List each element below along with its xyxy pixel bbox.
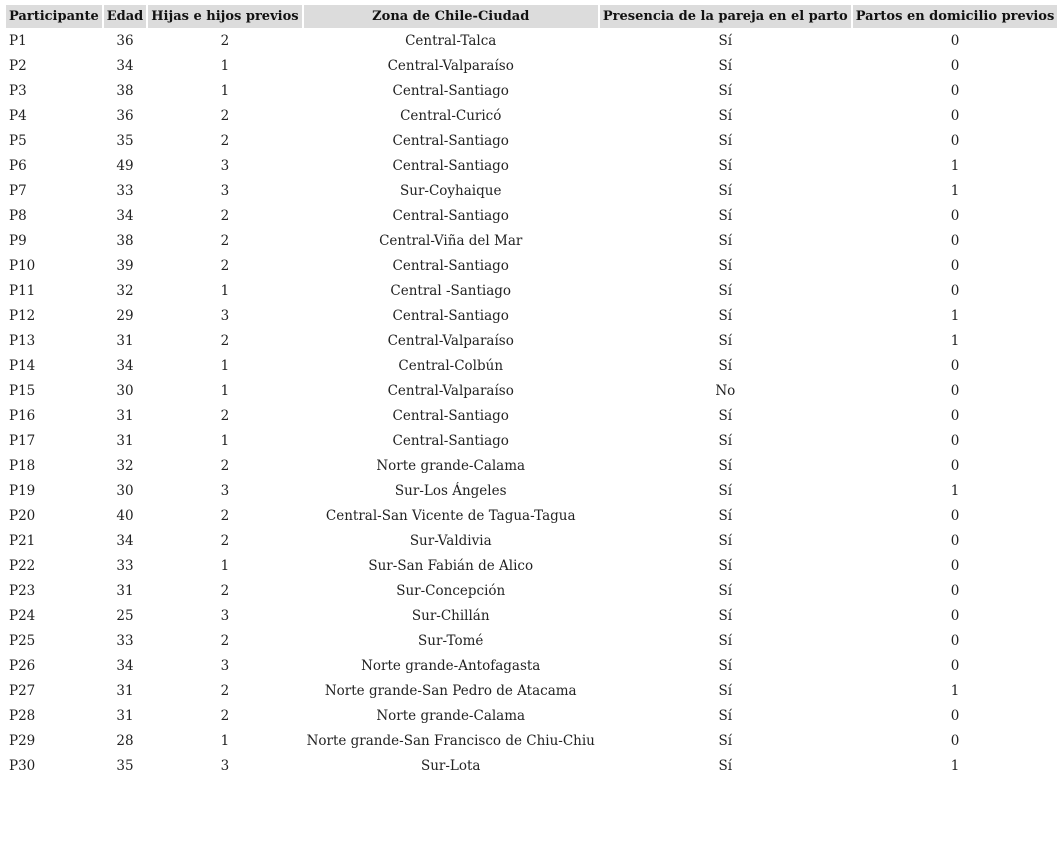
cell-participante: P5: [9, 132, 27, 149]
table-row: [6, 53, 1057, 78]
cell-partos-domicilio: 0: [950, 32, 960, 49]
cell-edad: 38: [116, 82, 134, 99]
cell-edad: 31: [116, 432, 134, 449]
table-row: [6, 153, 1057, 178]
cell-zona-ciudad: Central-Valparaíso: [387, 57, 514, 74]
table-row: [6, 628, 1057, 653]
cell-hijas-hijos: 2: [220, 507, 230, 524]
cell-zona-ciudad: Sur-Lota: [420, 757, 481, 774]
cell-partos-domicilio: 0: [950, 357, 960, 374]
cell-partos-domicilio: 0: [950, 732, 960, 749]
cell-edad: 34: [116, 357, 134, 374]
cell-participante: P25: [9, 632, 36, 649]
cell-presencia-pareja: Sí: [718, 457, 733, 474]
cell-hijas-hijos: 1: [220, 357, 230, 374]
cell-edad: 39: [116, 257, 134, 274]
cell-zona-ciudad: Central-Valparaíso: [387, 382, 514, 399]
cell-partos-domicilio: 1: [950, 757, 960, 774]
cell-zona-ciudad: Central-Santiago: [392, 407, 509, 424]
cell-zona-ciudad: Sur-Valdivia: [409, 532, 492, 549]
table-body: [6, 28, 1057, 778]
cell-participante: P10: [9, 257, 36, 274]
table-row: [6, 603, 1057, 628]
cell-hijas-hijos: 2: [220, 332, 230, 349]
cell-participante: P2: [9, 57, 27, 74]
table-row: [6, 228, 1057, 253]
cell-edad: 49: [116, 157, 134, 174]
table-row: [6, 528, 1057, 553]
cell-hijas-hijos: 3: [220, 157, 230, 174]
cell-partos-domicilio: 0: [950, 257, 960, 274]
cell-hijas-hijos: 2: [220, 407, 230, 424]
cell-hijas-hijos: 1: [220, 382, 230, 399]
cell-participante: P20: [9, 507, 36, 524]
cell-participante: P16: [9, 407, 36, 424]
table-row: [6, 78, 1057, 103]
cell-hijas-hijos: 3: [220, 482, 230, 499]
cell-presencia-pareja: Sí: [718, 532, 733, 549]
table-row: [6, 503, 1057, 528]
cell-edad: 33: [116, 182, 134, 199]
cell-presencia-pareja: Sí: [718, 57, 733, 74]
cell-presencia-pareja: Sí: [718, 757, 733, 774]
table-row: [6, 678, 1057, 703]
cell-partos-domicilio: 1: [950, 482, 960, 499]
cell-participante: P6: [9, 157, 27, 174]
table-row: [6, 178, 1057, 203]
cell-presencia-pareja: Sí: [718, 407, 733, 424]
cell-partos-domicilio: 0: [950, 532, 960, 549]
header-hijas-hijos: Hijas e hijos previos: [148, 5, 301, 28]
cell-participante: P30: [9, 757, 36, 774]
cell-presencia-pareja: Sí: [718, 207, 733, 224]
cell-presencia-pareja: No: [715, 382, 736, 399]
cell-hijas-hijos: 2: [220, 532, 230, 549]
cell-zona-ciudad: Central-Santiago: [392, 82, 509, 99]
cell-participante: P23: [9, 582, 36, 599]
cell-zona-ciudad: Sur-Tomé: [418, 632, 484, 649]
cell-presencia-pareja: Sí: [718, 707, 733, 724]
cell-participante: P15: [9, 382, 36, 399]
cell-participante: P4: [9, 107, 27, 124]
cell-partos-domicilio: 0: [950, 557, 960, 574]
table-row: [6, 553, 1057, 578]
table-row: [6, 403, 1057, 428]
cell-edad: 35: [116, 132, 134, 149]
cell-participante: P28: [9, 707, 36, 724]
table-row: [6, 28, 1057, 53]
cell-partos-domicilio: 0: [950, 707, 960, 724]
cell-presencia-pareja: Sí: [718, 157, 733, 174]
cell-participante: P22: [9, 557, 36, 574]
header-row: [6, 5, 1057, 28]
table-row: [6, 453, 1057, 478]
cell-participante: P18: [9, 457, 36, 474]
table-row: [6, 653, 1057, 678]
cell-presencia-pareja: Sí: [718, 632, 733, 649]
cell-presencia-pareja: Sí: [718, 332, 733, 349]
cell-partos-domicilio: 0: [950, 382, 960, 399]
header-presencia-pareja: Presencia de la pareja en el parto: [600, 5, 851, 28]
cell-participante: P21: [9, 532, 36, 549]
cell-participante: P1: [9, 32, 27, 49]
cell-hijas-hijos: 2: [220, 107, 230, 124]
cell-participante: P7: [9, 182, 27, 199]
cell-hijas-hijos: 3: [220, 657, 230, 674]
table-row: [6, 578, 1057, 603]
cell-zona-ciudad: Central-Viña del Mar: [379, 232, 523, 249]
cell-zona-ciudad: Central-Santiago: [392, 207, 509, 224]
cell-edad: 34: [116, 207, 134, 224]
cell-hijas-hijos: 2: [220, 257, 230, 274]
cell-participante: P13: [9, 332, 36, 349]
cell-participante: P12: [9, 307, 36, 324]
cell-edad: 31: [116, 407, 134, 424]
cell-zona-ciudad: Central-Colbún: [398, 357, 504, 374]
cell-edad: 36: [116, 107, 134, 124]
cell-edad: 36: [116, 32, 134, 49]
cell-hijas-hijos: 1: [220, 57, 230, 74]
cell-partos-domicilio: 0: [950, 282, 960, 299]
cell-partos-domicilio: 0: [950, 57, 960, 74]
table-row: [6, 478, 1057, 503]
cell-partos-domicilio: 0: [950, 657, 960, 674]
cell-edad: 25: [116, 607, 134, 624]
cell-zona-ciudad: Sur-Chillán: [411, 607, 490, 624]
table-header: [6, 5, 1057, 28]
cell-zona-ciudad: Sur-Los Ángeles: [394, 482, 507, 499]
cell-zona-ciudad: Sur-Coyhaique: [400, 182, 502, 199]
cell-edad: 34: [116, 57, 134, 74]
cell-partos-domicilio: 1: [950, 182, 960, 199]
cell-hijas-hijos: 2: [220, 457, 230, 474]
cell-partos-domicilio: 1: [950, 682, 960, 699]
cell-partos-domicilio: 0: [950, 107, 960, 124]
cell-zona-ciudad: Central -Santiago: [390, 282, 512, 299]
cell-edad: 33: [116, 632, 134, 649]
cell-hijas-hijos: 2: [220, 32, 230, 49]
cell-zona-ciudad: Sur-Concepción: [396, 582, 506, 599]
cell-partos-domicilio: 0: [950, 582, 960, 599]
cell-edad: 29: [116, 307, 134, 324]
cell-zona-ciudad: Norte grande-Antofagasta: [361, 657, 541, 674]
cell-partos-domicilio: 0: [950, 507, 960, 524]
cell-zona-ciudad: Norte grande-Calama: [376, 707, 526, 724]
cell-partos-domicilio: 0: [950, 632, 960, 649]
cell-hijas-hijos: 3: [220, 607, 230, 624]
cell-presencia-pareja: Sí: [718, 507, 733, 524]
cell-edad: 32: [116, 282, 134, 299]
header-participante: Participante: [6, 5, 102, 28]
participants-table: [4, 5, 1059, 778]
cell-edad: 34: [116, 532, 134, 549]
cell-hijas-hijos: 2: [220, 682, 230, 699]
cell-presencia-pareja: Sí: [718, 357, 733, 374]
table-row: [6, 278, 1057, 303]
cell-edad: 40: [116, 507, 134, 524]
header-edad: Edad: [104, 5, 147, 28]
cell-zona-ciudad: Central-Santiago: [392, 432, 509, 449]
cell-hijas-hijos: 2: [220, 232, 230, 249]
cell-hijas-hijos: 1: [220, 82, 230, 99]
table-row: [6, 703, 1057, 728]
cell-hijas-hijos: 1: [220, 432, 230, 449]
table-row: [6, 353, 1057, 378]
cell-participante: P27: [9, 682, 36, 699]
cell-partos-domicilio: 0: [950, 232, 960, 249]
cell-participante: P11: [9, 282, 36, 299]
table-row: [6, 428, 1057, 453]
cell-edad: 31: [116, 707, 134, 724]
cell-partos-domicilio: 1: [950, 307, 960, 324]
cell-participante: P24: [9, 607, 36, 624]
cell-presencia-pareja: Sí: [718, 482, 733, 499]
cell-edad: 32: [116, 457, 134, 474]
cell-zona-ciudad: Central-Talca: [405, 32, 497, 49]
cell-presencia-pareja: Sí: [718, 232, 733, 249]
cell-hijas-hijos: 3: [220, 307, 230, 324]
cell-presencia-pareja: Sí: [718, 657, 733, 674]
cell-participante: P9: [9, 232, 27, 249]
cell-zona-ciudad: Central-Santiago: [392, 132, 509, 149]
cell-presencia-pareja: Sí: [718, 82, 733, 99]
cell-edad: 31: [116, 682, 134, 699]
cell-presencia-pareja: Sí: [718, 682, 733, 699]
cell-hijas-hijos: 1: [220, 732, 230, 749]
cell-hijas-hijos: 2: [220, 582, 230, 599]
cell-edad: 33: [116, 557, 134, 574]
cell-hijas-hijos: 3: [220, 757, 230, 774]
cell-hijas-hijos: 3: [220, 182, 230, 199]
cell-partos-domicilio: 0: [950, 82, 960, 99]
cell-presencia-pareja: Sí: [718, 732, 733, 749]
cell-edad: 28: [116, 732, 134, 749]
cell-presencia-pareja: Sí: [718, 557, 733, 574]
cell-hijas-hijos: 2: [220, 632, 230, 649]
header-partos-domicilio: Partos en domicilio previos: [853, 5, 1058, 28]
cell-zona-ciudad: Central-San Vicente de Tagua-Tagua: [325, 507, 576, 524]
cell-hijas-hijos: 2: [220, 707, 230, 724]
cell-zona-ciudad: Sur-San Fabián de Alico: [368, 557, 534, 574]
table-row: [6, 378, 1057, 403]
cell-participante: P19: [9, 482, 36, 499]
table-row: [6, 728, 1057, 753]
cell-edad: 30: [116, 482, 134, 499]
table-row: [6, 328, 1057, 353]
cell-presencia-pareja: Sí: [718, 257, 733, 274]
cell-partos-domicilio: 0: [950, 457, 960, 474]
table-row: [6, 128, 1057, 153]
cell-edad: 38: [116, 232, 134, 249]
cell-zona-ciudad: Central-Santiago: [392, 257, 509, 274]
cell-zona-ciudad: Central-Valparaíso: [387, 332, 514, 349]
cell-edad: 30: [116, 382, 134, 399]
cell-presencia-pareja: Sí: [718, 307, 733, 324]
cell-participante: P14: [9, 357, 36, 374]
table-row: [6, 203, 1057, 228]
cell-participante: P8: [9, 207, 27, 224]
cell-hijas-hijos: 2: [220, 132, 230, 149]
cell-zona-ciudad: Norte grande-San Francisco de Chiu-Chiu: [306, 732, 595, 749]
cell-edad: 35: [116, 757, 134, 774]
cell-hijas-hijos: 1: [220, 557, 230, 574]
cell-zona-ciudad: Central-Santiago: [392, 307, 509, 324]
table-row: [6, 253, 1057, 278]
cell-edad: 34: [116, 657, 134, 674]
cell-presencia-pareja: Sí: [718, 432, 733, 449]
cell-participante: P3: [9, 82, 27, 99]
cell-zona-ciudad: Central-Santiago: [392, 157, 509, 174]
cell-hijas-hijos: 1: [220, 282, 230, 299]
table-row: [6, 103, 1057, 128]
cell-edad: 31: [116, 582, 134, 599]
header-zona-ciudad: Zona de Chile-Ciudad: [304, 5, 598, 28]
cell-presencia-pareja: Sí: [718, 607, 733, 624]
table-row: [6, 303, 1057, 328]
cell-zona-ciudad: Central-Curicó: [400, 107, 502, 124]
cell-participante: P29: [9, 732, 36, 749]
cell-presencia-pareja: Sí: [718, 282, 733, 299]
cell-partos-domicilio: 0: [950, 432, 960, 449]
cell-participante: P17: [9, 432, 36, 449]
cell-partos-domicilio: 0: [950, 132, 960, 149]
cell-zona-ciudad: Norte grande-Calama: [376, 457, 526, 474]
cell-hijas-hijos: 2: [220, 207, 230, 224]
cell-partos-domicilio: 1: [950, 157, 960, 174]
cell-edad: 31: [116, 332, 134, 349]
cell-partos-domicilio: 0: [950, 407, 960, 424]
cell-presencia-pareja: Sí: [718, 582, 733, 599]
cell-partos-domicilio: 1: [950, 332, 960, 349]
cell-partos-domicilio: 0: [950, 207, 960, 224]
cell-presencia-pareja: Sí: [718, 182, 733, 199]
table-row: [6, 753, 1057, 778]
cell-participante: P26: [9, 657, 36, 674]
cell-presencia-pareja: Sí: [718, 132, 733, 149]
cell-partos-domicilio: 0: [950, 607, 960, 624]
cell-zona-ciudad: Norte grande-San Pedro de Atacama: [324, 682, 577, 699]
cell-presencia-pareja: Sí: [718, 32, 733, 49]
cell-presencia-pareja: Sí: [718, 107, 733, 124]
